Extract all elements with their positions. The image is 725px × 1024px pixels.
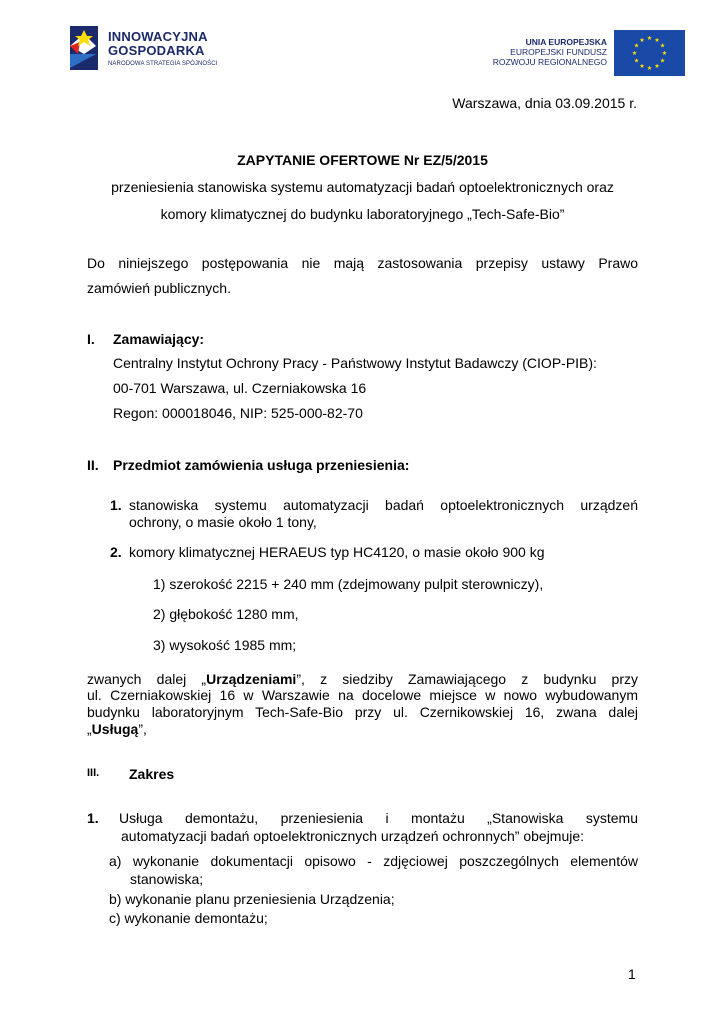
intro-line1: Do niniejszego postępowania nie mają zastosowania przepisy ustawy Prawo	[87, 255, 638, 271]
section-2-sub3: 3) wysokość 1985 mm;	[153, 637, 297, 653]
section-3-item1-line2: automatyzacji badań optoelektronicznych urządzeń ochronnych” obejmuje:	[121, 828, 585, 844]
eu-line2: EUROPEJSKI FUNDUSZ	[510, 47, 607, 57]
section-3-item-a-line1: a) wykonanie dokumentacji opisowo - zdjęciowej poszczególnych elementów	[109, 853, 638, 869]
section-2-item1-line1: stanowiska systemu automatyzacji badań optoelektronicznych urządzeń	[129, 497, 638, 513]
section-3-heading: Zakres	[129, 766, 175, 782]
section-2-item1-number: 1.	[110, 497, 122, 513]
section-2-para-line1	[87, 671, 638, 688]
date-line: Warszawa, dnia 03.09.2015 r.	[452, 95, 637, 111]
section-2-item2-text: komory klimatycznej HERAEUS typ HC4120, o masie około 900 kg	[129, 544, 545, 560]
para-term-usluga: Usługą	[91, 721, 139, 737]
para-text-a: zwanych dalej „	[87, 671, 207, 687]
eu-line3: ROZWOJU REGIONALNEGO	[492, 57, 607, 67]
eu-line1: UNIA EUROPEJSKA	[525, 37, 607, 47]
para-text-c: ”, z siedziby Zamawiającego z budynku przy	[296, 671, 638, 687]
para4-text-c: ”,	[138, 721, 147, 737]
section-2-para-line4	[87, 721, 147, 738]
section-2-number: II.	[87, 457, 99, 473]
section-2-sub2: 2) głębokość 1280 mm,	[153, 606, 299, 622]
section-1-line1: Centralny Instytut Ochrony Pracy - Państwowy Instytut Badawczy (CIOP-PIB):	[113, 355, 597, 371]
section-2-sub1: 1) szerokość 2215 + 240 mm (zdejmowany pulpit sterowniczy),	[153, 576, 544, 592]
ig-logo-title-line2: GOSPODARKA	[108, 43, 205, 58]
section-2-para-line2: ul. Czerniakowskiej 16 w Warszawie na docelowe miejsce w nowo wybudowanym	[87, 687, 638, 703]
section-3-number: III.	[87, 767, 100, 779]
section-1-heading: Zamawiający:	[113, 331, 205, 347]
section-2-item1-line2: ochrony, o masie około 1 tony,	[129, 514, 317, 530]
section-1-line2: 00-701 Warszawa, ul. Czerniakowska 16	[113, 380, 367, 396]
section-3-item1-line1: Usługa demontażu, przeniesienia i montażu „Stanowiska systemu	[119, 810, 638, 826]
document-title: ZAPYTANIE OFERTOWE Nr EZ/5/2015	[237, 152, 488, 168]
document-subtitle-line2: komory klimatycznej do budynku laboratoryjnego „Tech-Safe-Bio”	[160, 206, 565, 222]
page-number: 1	[628, 966, 636, 982]
intro-line2: zamówień publicznych.	[87, 280, 231, 296]
section-3-item1-number: 1.	[87, 810, 99, 826]
eu-flag-icon	[614, 30, 685, 76]
section-1-line3: Regon: 000018046, NIP: 525-000-82-70	[113, 405, 363, 421]
document-subtitle-line1: przeniesienia stanowiska systemu automatyzacji badań optoelektronicznych oraz	[111, 179, 614, 195]
para4-text-a: „	[87, 721, 92, 737]
section-3-item-b: b) wykonanie planu przeniesienia Urządzenia;	[109, 891, 395, 907]
para-term-urzadzeniami: Urządzeniami	[206, 671, 297, 687]
eu-logo-text	[493, 37, 607, 67]
section-3-item-c: c) wykonanie demontażu;	[109, 910, 268, 926]
section-2-heading: Przedmiot zamówienia usługa przeniesienia:	[113, 457, 410, 473]
section-2-item2-number: 2.	[110, 544, 122, 560]
ig-logo-flag-icon	[66, 24, 102, 72]
section-2-para-line3: budynku laboratoryjnym Tech-Safe-Bio przy ul. Czernikowskiej 16, zwana dalej	[87, 704, 638, 720]
section-3-item-a-line2: stanowiska;	[130, 871, 204, 887]
ig-logo-subtitle: NARODOWA STRATEGIA SPÓJNOŚCI	[108, 61, 218, 67]
section-1-number: I.	[87, 331, 95, 347]
ig-logo-title-line1: INNOWACYJNA	[108, 29, 208, 44]
